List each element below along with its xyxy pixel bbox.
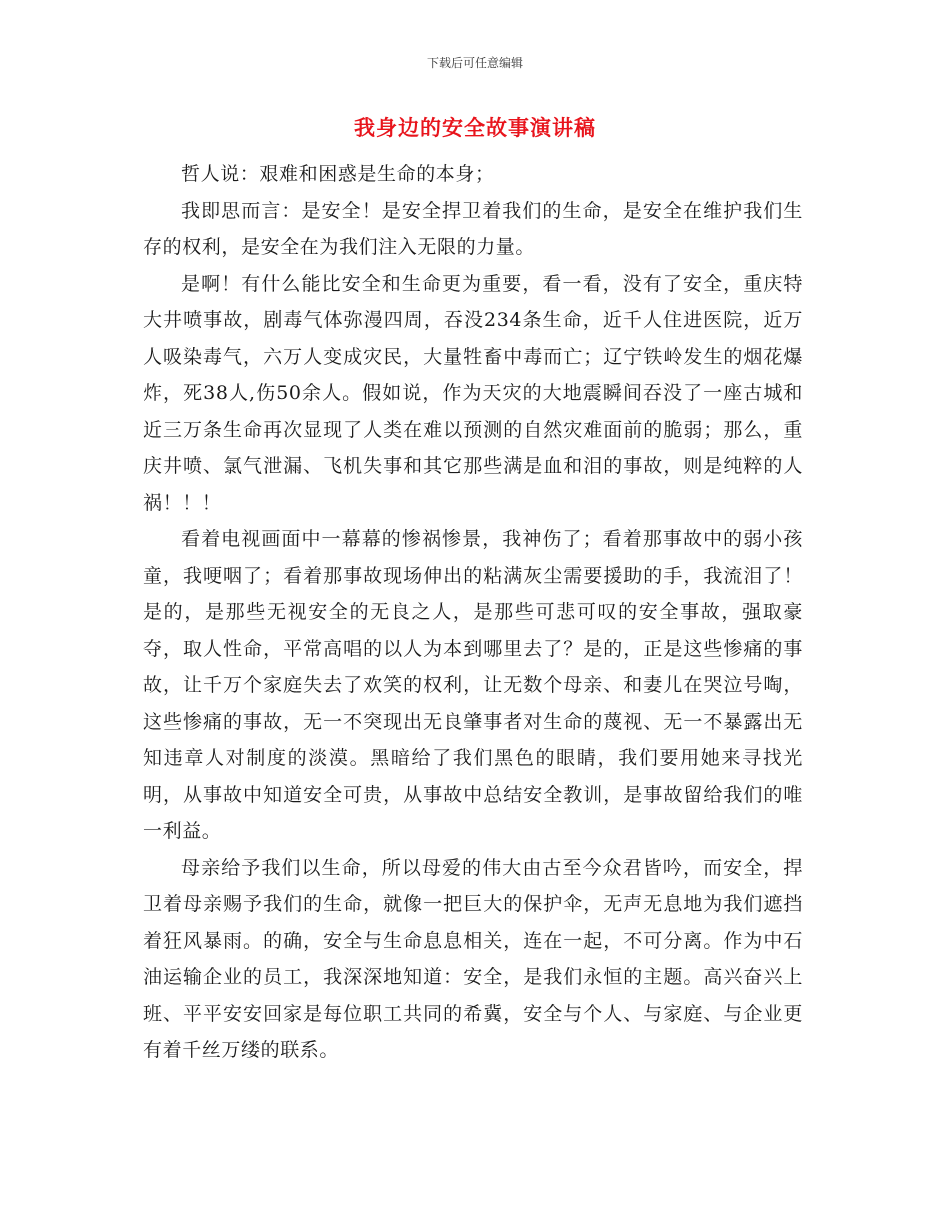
paragraph-4: 看着电视画面中一幕幕的惨祸惨景，我神伤了；看着那事故中的弱小孩童，我哽咽了；看着那事故现场伸出的粘满灰尘需要援助的手，我流泪了！是的，是那些无视安全的无良之人，是那些可悲可叹的安全事故，强取豪夺，取人性命，平常高唱的以人为本到哪里去了？是的，正是这些惨痛的事故，让千万个家庭失去了欢笑的权利，让无数个母亲、和妻儿在哭泣号啕，这些惨痛的事故，无一不突现出无良肇事者对生命的蔑视、无一不暴露出无知违章人对制度的淡漠。黑暗给了我们黑色的眼睛，我们要用她来寻找光明，从事故中知道安全可贵，从事故中总结安全教训，是事故留给我们的唯一利益。 xyxy=(143,528,803,842)
paragraph-5: 母亲给予我们以生命，所以母爱的伟大由古至今众君皆吟，而安全，捍卫着母亲赐予我们的生命，就像一把巨大的保护伞，无声无息地为我们遮挡着狂风暴雨。的确，安全与生命息息相关，连在一起，不可分离。作为中石油运输企业的员工，我深深地知道：安全，是我们永恒的主题。高兴奋兴上班、平平安安回家是每位职工共同的希冀，安全与个人、与家庭、与企业更有着千丝万缕的联系。 xyxy=(143,856,803,1061)
paragraph-3: 是啊！有什么能比安全和生命更为重要，看一看，没有了安全，重庆特大井喷事故，剧毒气体弥漫四周，吞没234条生命，近千人住进医院，近万人吸染毒气，六万人变成灾民，大量牲畜中毒而亡；辽宁铁岭发生的烟花爆炸，死38人,伤50余人。假如说，作为天灾的大地震瞬间吞没了一座古城和近三万条生命再次显现了人类在难以预测的自然灾难面前的脆弱；那么，重庆井喷、氯气泄漏、飞机失事和其它那些满是血和泪的事故，则是纯粹的人祸！！！ xyxy=(143,272,803,514)
paragraph-2: 我即思而言：是安全！是安全捍卫着我们的生命，是安全在维护我们生存的权利，是安全在为我们注入无限的力量。 xyxy=(143,199,803,258)
document-title: 我身边的安全故事演讲稿 xyxy=(354,116,596,140)
header-note: 下载后可任意编辑 xyxy=(426,56,523,70)
paragraph-1: 哲人说：艰难和困惑是生命的本身； xyxy=(181,163,495,185)
document-body xyxy=(143,156,803,1069)
